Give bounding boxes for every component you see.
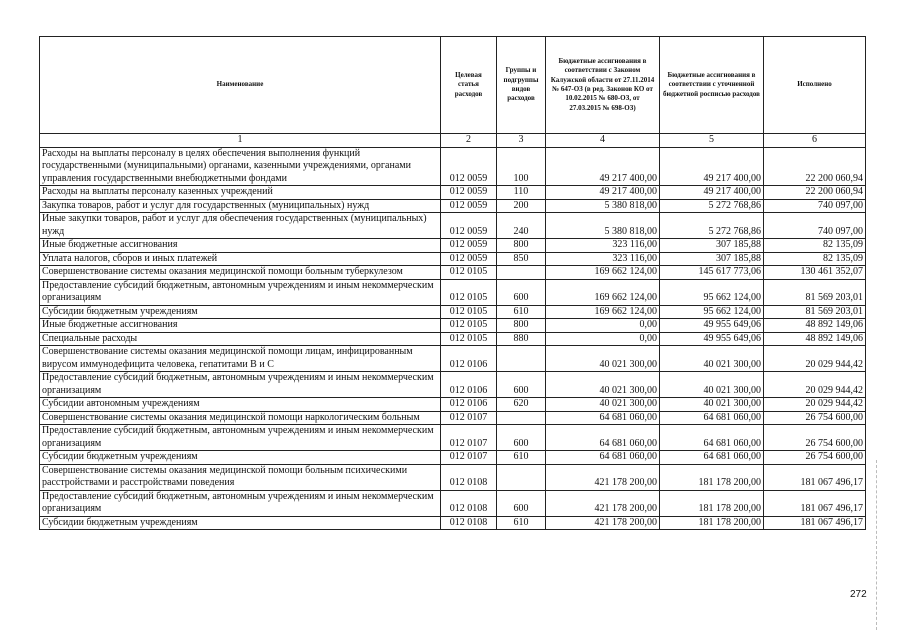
table-row (40, 464, 866, 490)
column-number: 1 (40, 134, 441, 148)
row-executed-amount: 48 892 149,06 (764, 319, 866, 333)
row-name: Предоставление субсидий бюджетным, автономным учреждениям и иным некоммерческим организациям (40, 490, 441, 516)
row-code: 012 0059 (441, 213, 497, 239)
row-name: Совершенствование системы оказания медицинской помощи лицам, инфицированным вирусом иммунодефицита человека, гепатитами В и С (40, 346, 441, 372)
row-refined-amount: 95 662 124,00 (660, 279, 764, 305)
row-group: 620 (497, 398, 546, 412)
table-row (40, 213, 866, 239)
row-executed-amount: 181 067 496,17 (764, 516, 866, 530)
row-refined-amount: 307 185,88 (660, 239, 764, 253)
column-number: 4 (546, 134, 660, 148)
row-executed-amount: 22 200 060,94 (764, 147, 866, 186)
row-law-amount: 40 021 300,00 (546, 372, 660, 398)
row-executed-amount: 740 097,00 (764, 213, 866, 239)
row-law-amount: 0,00 (546, 319, 660, 333)
row-refined-amount: 40 021 300,00 (660, 346, 764, 372)
row-law-amount: 169 662 124,00 (546, 266, 660, 280)
row-code: 012 0059 (441, 239, 497, 253)
row-executed-amount: 26 754 600,00 (764, 451, 866, 465)
row-code: 012 0105 (441, 279, 497, 305)
row-name: Иные закупки товаров, работ и услуг для обеспечения государственных (муниципальных) нужд (40, 213, 441, 239)
budget-table (39, 36, 866, 530)
row-name: Предоставление субсидий бюджетным, автономным учреждениям и иным некоммерческим организациям (40, 279, 441, 305)
row-name: Закупка товаров, работ и услуг для государственных (муниципальных) нужд (40, 199, 441, 213)
row-law-amount: 0,00 (546, 332, 660, 346)
row-law-amount: 421 178 200,00 (546, 464, 660, 490)
row-refined-amount: 181 178 200,00 (660, 516, 764, 530)
row-executed-amount: 82 135,09 (764, 252, 866, 266)
row-name: Совершенствование системы оказания медицинской помощи наркологическим больным (40, 411, 441, 425)
table-row (40, 451, 866, 465)
row-executed-amount: 48 892 149,06 (764, 332, 866, 346)
row-group (497, 411, 546, 425)
row-executed-amount: 81 569 203,01 (764, 279, 866, 305)
row-law-amount: 49 217 400,00 (546, 186, 660, 200)
page-number: 272 (850, 589, 867, 600)
column-number: 2 (441, 134, 497, 148)
table-row (40, 346, 866, 372)
row-code: 012 0107 (441, 451, 497, 465)
row-group: 600 (497, 425, 546, 451)
row-group: 610 (497, 451, 546, 465)
row-law-amount: 169 662 124,00 (546, 305, 660, 319)
row-refined-amount: 49 217 400,00 (660, 186, 764, 200)
row-law-amount: 64 681 060,00 (546, 425, 660, 451)
header-law-allocations: Бюджетные ассигнования в соответствии с Законом Калужской области от 27.11.2014 № 647-ОЗ (в ред. Законов КО от 10.02.2015 № 680-ОЗ, от 27.03.2015 № 698-ОЗ) (546, 37, 660, 134)
header-target: Целевая статья расходов (441, 37, 497, 134)
row-refined-amount: 64 681 060,00 (660, 451, 764, 465)
row-name: Субсидии бюджетным учреждениям (40, 516, 441, 530)
table-row (40, 425, 866, 451)
header-executed: Исполнено (764, 37, 866, 134)
row-code: 012 0106 (441, 346, 497, 372)
row-group: 800 (497, 239, 546, 253)
row-code: 012 0059 (441, 199, 497, 213)
row-law-amount: 40 021 300,00 (546, 346, 660, 372)
row-code: 012 0107 (441, 425, 497, 451)
row-group: 200 (497, 199, 546, 213)
row-code: 012 0105 (441, 332, 497, 346)
table-row (40, 199, 866, 213)
scan-edge-mark (876, 460, 878, 630)
table-row (40, 239, 866, 253)
row-code: 012 0106 (441, 398, 497, 412)
row-group: 600 (497, 490, 546, 516)
row-executed-amount: 20 029 944,42 (764, 346, 866, 372)
table-row (40, 516, 866, 530)
table-row (40, 266, 866, 280)
row-name: Специальные расходы (40, 332, 441, 346)
table-row (40, 332, 866, 346)
row-law-amount: 323 116,00 (546, 239, 660, 253)
row-law-amount: 40 021 300,00 (546, 398, 660, 412)
row-executed-amount: 22 200 060,94 (764, 186, 866, 200)
row-group: 610 (497, 305, 546, 319)
row-name: Иные бюджетные ассигнования (40, 319, 441, 333)
row-law-amount: 49 217 400,00 (546, 147, 660, 186)
row-refined-amount: 181 178 200,00 (660, 464, 764, 490)
column-number-row (40, 134, 866, 148)
row-name: Предоставление субсидий бюджетным, автономным учреждениям и иным некоммерческим организациям (40, 372, 441, 398)
row-code: 012 0059 (441, 147, 497, 186)
row-refined-amount: 64 681 060,00 (660, 425, 764, 451)
row-executed-amount: 20 029 944,42 (764, 398, 866, 412)
row-code: 012 0108 (441, 516, 497, 530)
table-row (40, 398, 866, 412)
row-code: 012 0105 (441, 266, 497, 280)
row-executed-amount: 26 754 600,00 (764, 411, 866, 425)
row-group (497, 266, 546, 280)
row-group (497, 346, 546, 372)
row-name: Уплата налогов, сборов и иных платежей (40, 252, 441, 266)
row-code: 012 0108 (441, 490, 497, 516)
row-group: 600 (497, 279, 546, 305)
row-group (497, 464, 546, 490)
row-group: 800 (497, 319, 546, 333)
header-refined-allocations: Бюджетные ассигнования в соответствии с уточненной бюджетной росписью расходов (660, 37, 764, 134)
row-group: 610 (497, 516, 546, 530)
row-executed-amount: 82 135,09 (764, 239, 866, 253)
row-code: 012 0108 (441, 464, 497, 490)
row-refined-amount: 95 662 124,00 (660, 305, 764, 319)
row-law-amount: 64 681 060,00 (546, 411, 660, 425)
row-code: 012 0107 (441, 411, 497, 425)
row-law-amount: 421 178 200,00 (546, 516, 660, 530)
header-name: Наименование (40, 37, 441, 134)
row-law-amount: 169 662 124,00 (546, 279, 660, 305)
row-name: Иные бюджетные ассигнования (40, 239, 441, 253)
table-row (40, 279, 866, 305)
column-number: 5 (660, 134, 764, 148)
row-name: Предоставление субсидий бюджетным, автономным учреждениям и иным некоммерческим организациям (40, 425, 441, 451)
row-name: Расходы на выплаты персоналу в целях обеспечения выполнения функций государственными (муниципальными) органами, казенными учреждениями, органами управления государственными внебюджетными фондами (40, 147, 441, 186)
header-groups: Группы и подгруппы видов расходов (497, 37, 546, 134)
row-executed-amount: 20 029 944,42 (764, 372, 866, 398)
row-name: Субсидии бюджетным учреждениям (40, 305, 441, 319)
row-name: Субсидии бюджетным учреждениям (40, 451, 441, 465)
row-name: Субсидии автономным учреждениям (40, 398, 441, 412)
table-row (40, 411, 866, 425)
table-row (40, 252, 866, 266)
row-executed-amount: 130 461 352,07 (764, 266, 866, 280)
column-number: 6 (764, 134, 866, 148)
row-refined-amount: 49 217 400,00 (660, 147, 764, 186)
row-refined-amount: 5 272 768,86 (660, 213, 764, 239)
row-code: 012 0106 (441, 372, 497, 398)
row-refined-amount: 181 178 200,00 (660, 490, 764, 516)
row-refined-amount: 49 955 649,06 (660, 332, 764, 346)
row-executed-amount: 26 754 600,00 (764, 425, 866, 451)
row-refined-amount: 145 617 773,06 (660, 266, 764, 280)
row-refined-amount: 307 185,88 (660, 252, 764, 266)
row-group: 600 (497, 372, 546, 398)
row-code: 012 0105 (441, 319, 497, 333)
row-name: Совершенствование системы оказания медицинской помощи больным психическими расстройствами и расстройствами поведения (40, 464, 441, 490)
table-row (40, 372, 866, 398)
row-executed-amount: 181 067 496,17 (764, 490, 866, 516)
row-refined-amount: 64 681 060,00 (660, 411, 764, 425)
row-executed-amount: 81 569 203,01 (764, 305, 866, 319)
row-refined-amount: 40 021 300,00 (660, 372, 764, 398)
row-name: Совершенствование системы оказания медицинской помощи больным туберкулезом (40, 266, 441, 280)
row-code: 012 0105 (441, 305, 497, 319)
row-law-amount: 323 116,00 (546, 252, 660, 266)
row-executed-amount: 181 067 496,17 (764, 464, 866, 490)
row-executed-amount: 740 097,00 (764, 199, 866, 213)
row-group: 240 (497, 213, 546, 239)
table-row (40, 305, 866, 319)
row-code: 012 0059 (441, 186, 497, 200)
row-name: Расходы на выплаты персоналу казенных учреждений (40, 186, 441, 200)
row-law-amount: 5 380 818,00 (546, 213, 660, 239)
row-refined-amount: 40 021 300,00 (660, 398, 764, 412)
row-group: 100 (497, 147, 546, 186)
table-row (40, 490, 866, 516)
row-refined-amount: 5 272 768,86 (660, 199, 764, 213)
row-refined-amount: 49 955 649,06 (660, 319, 764, 333)
table-row (40, 319, 866, 333)
row-group: 850 (497, 252, 546, 266)
row-law-amount: 64 681 060,00 (546, 451, 660, 465)
table-row (40, 186, 866, 200)
row-code: 012 0059 (441, 252, 497, 266)
table-row (40, 147, 866, 186)
row-group: 880 (497, 332, 546, 346)
row-group: 110 (497, 186, 546, 200)
table-header-row (40, 37, 866, 134)
row-law-amount: 5 380 818,00 (546, 199, 660, 213)
row-law-amount: 421 178 200,00 (546, 490, 660, 516)
column-number: 3 (497, 134, 546, 148)
